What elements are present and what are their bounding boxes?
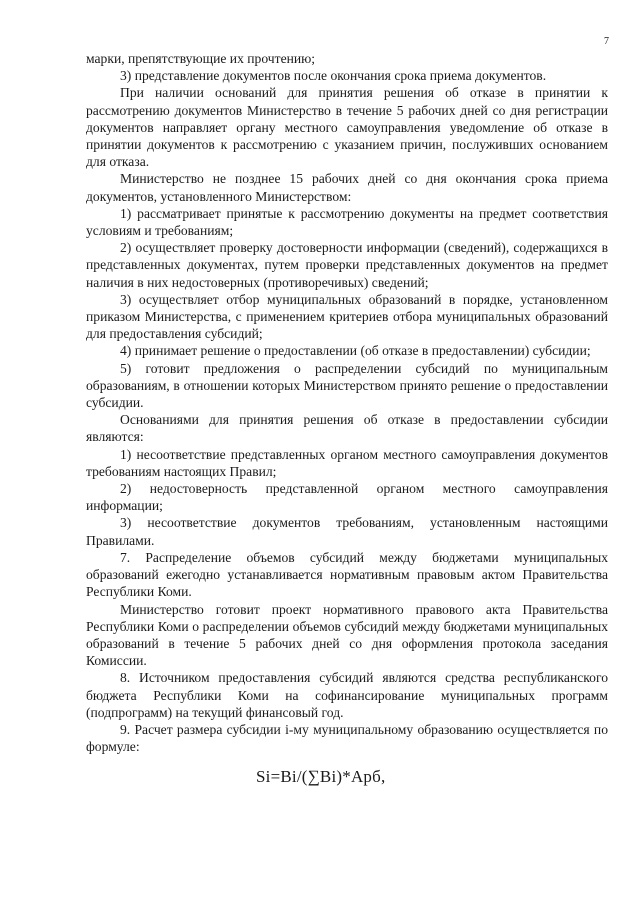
paragraph: 5) готовит предложения о распределении субсидий по муниципальным образованиям, в отношении которых Министерством принято решение о предоставлении субсидии. <box>86 360 608 411</box>
document-body <box>86 50 608 787</box>
paragraph: 3) осуществляет отбор муниципальных образований в порядке, установленном приказом Министерства, с применением критериев отбора муниципальных образований для предоставления субсидий; <box>86 291 608 342</box>
paragraph: 9. Расчет размера субсидии i-му муниципальному образованию осуществляется по формуле: <box>86 721 608 755</box>
subsidy-formula: Si=Bi/(∑Bi)*Арб, <box>256 767 386 787</box>
paragraph: 2) осуществляет проверку достоверности информации (сведений), содержащихся в представленных документах, путем проверки представленных документов на предмет наличия в них недостоверных (противоречивых) сведений; <box>86 240 608 290</box>
paragraph: 7. Распределение объемов субсидий между бюджетами муниципальных образований ежегодно устанавливается нормативным правовым актом Правительства Республики Коми. <box>86 549 608 600</box>
page-number: 7 <box>604 36 609 47</box>
paragraph: 8. Источником предоставления субсидий являются средства республиканского бюджета Республики Коми на софинансирование муниципальных программ (подпрограмм) на текущий финансовый год. <box>86 670 608 720</box>
paragraph: 1) рассматривает принятые к рассмотрению документы на предмет соответствия условиям и требованиям; <box>86 205 608 239</box>
paragraph: Основаниями для принятия решения об отказе в предоставлении субсидии являются: <box>86 412 608 445</box>
paragraph: 2) недостоверность представленной органом местного самоуправления информации; <box>86 481 608 514</box>
paragraph: 4) принимает решение о предоставлении (об отказе в предоставлении) субсидии; <box>120 343 591 359</box>
paragraph: Министерство готовит проект нормативного правового акта Правительства Республики Коми о распределении объемов субсидий между бюджетами муниципальных образований в течение 5 рабочих дней со дня оформления протокола заседания Комиссии. <box>86 601 608 669</box>
paragraph: Министерство не позднее 15 рабочих дней со дня окончания срока приема документов, установленного Министерством: <box>86 171 608 204</box>
paragraph: 3) представление документов после окончания срока приема документов. <box>120 68 547 84</box>
paragraph: 1) несоответствие представленных органом местного самоуправления документов требованиям настоящих Правил; <box>86 446 608 479</box>
paragraph: При наличии оснований для принятия решения об отказе в принятии к рассмотрению документов Министерство в течение 5 рабочих дней со дня регистрации документов направляет органу местного самоуправления уведомление об отказе в принятии документов к рассмотрению с указанием причин, послуживших основанием для отказа. <box>86 85 608 170</box>
paragraph: марки, препятствующие их прочтению; <box>86 51 316 66</box>
paragraph: 3) несоответствие документов требованиям, установленным настоящими Правилами. <box>86 515 608 548</box>
